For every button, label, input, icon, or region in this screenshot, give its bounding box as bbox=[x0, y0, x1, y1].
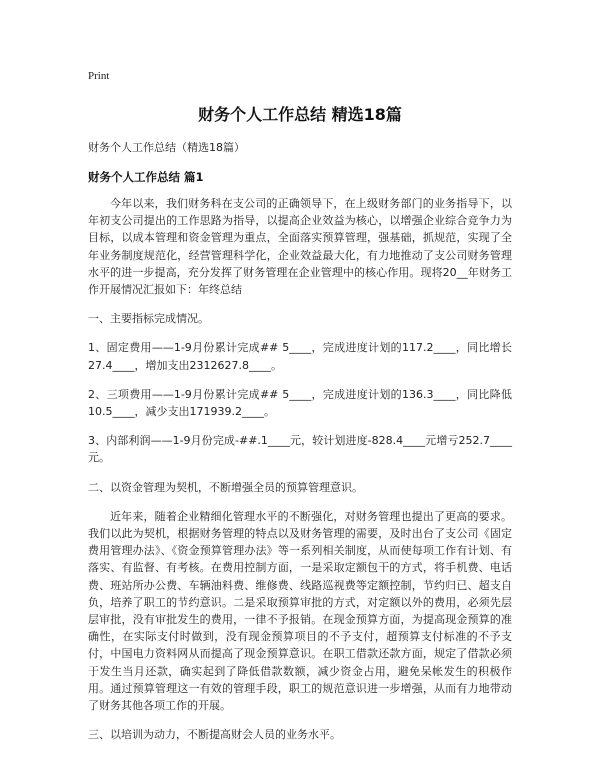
print-link[interactable]: Print bbox=[88, 70, 110, 82]
paragraph-heading-3: 三、以培训为动力，不断提高财会人员的业务水平。 bbox=[88, 728, 341, 742]
paragraph-heading-1: 一、主要指标完成情况。 bbox=[88, 312, 209, 326]
document-subtitle: 财务个人工作总结（精选18篇） bbox=[88, 141, 245, 154]
paragraph-intro: 今年以来，我们财务科在支公司的正确领导下，在上级财务部门的业务指导下，以年初支公司提出的工作思路为指导，以提高企业效益为核心，以增强企业综合竞争力为目标，以成本管理和资金管理为重点，全面落实预算管理，强基础，抓规范，实现了全年业务制度规范化，经营管理科学化，企业效益最大化，有力地推动了支公司财务管理水平的进一步提高，充分发挥了财务管理在企业管理中的核心作用。现将20__年财务工作开展情况汇报如下：年终总结 bbox=[88, 197, 512, 297]
document-body bbox=[88, 195, 512, 743]
paragraph-item-3: 3、内部利润——1-9月份完成-##.1____元，较计划进度-828.4____元增亏252.7____元。 bbox=[88, 434, 512, 465]
paragraph-heading-2: 二、以资金管理为契机，不断增强全员的预算管理意识。 bbox=[88, 480, 363, 494]
paragraph-item-1: 1、固定费用——1-9月份累计完成## 5____，完成进度计划的117.2____，同比增长27.4____，增加支出2312627.8____。 bbox=[88, 341, 512, 372]
paragraph-item-2: 2、三项费用——1-9月份累计完成## 5____，完成进度计划的136.3____，同比降低10.5____，减少支出171939.2____。 bbox=[88, 387, 512, 419]
section-heading: 财务个人工作总结 篇1 bbox=[88, 170, 204, 184]
page-title: 财务个人工作总结 精选18篇 bbox=[198, 105, 402, 124]
paragraph-body-2: 近年来，随着企业精细化管理水平的不断强化，对财务管理也提出了更高的要求。我们以此为契机，根据财务管理的特点以及财务管理的需要，及时出台了支公司《固定费用管理办法》、《资金预算管理办法》等一系列相关制度，从而使每项工作有计划、有落实、有监督、有考核。在费用控制方面，一是采取定额包干的方式，将手机费、电话费、班站所办公费、车辆油料费、维修费、线路巡视费等定额控制，节约归已、超支自负，培养了职工的节约意识。二是采取预算审批的方式，对定额以外的费用，必须先层层审批，没有审批发生的费用，一律不予报销。在现金预算方面，为提高现金预算的准确性，在实际支付时做到，没有现金预算项目的不予支付，超预算支付标准的不予支付，中国电力资料网从而提高了现金预算意识。在职工借款还款方面，规定了借款必须于发生当月还款，确实起到了降低借款数额，减少资金占用，避免呆帐发生的积极作用。通过预算管理这一有效的管理手段，职工的规范意识进一步增强，从而有力地带动了财务其他各项工作的开展。 bbox=[88, 509, 512, 713]
